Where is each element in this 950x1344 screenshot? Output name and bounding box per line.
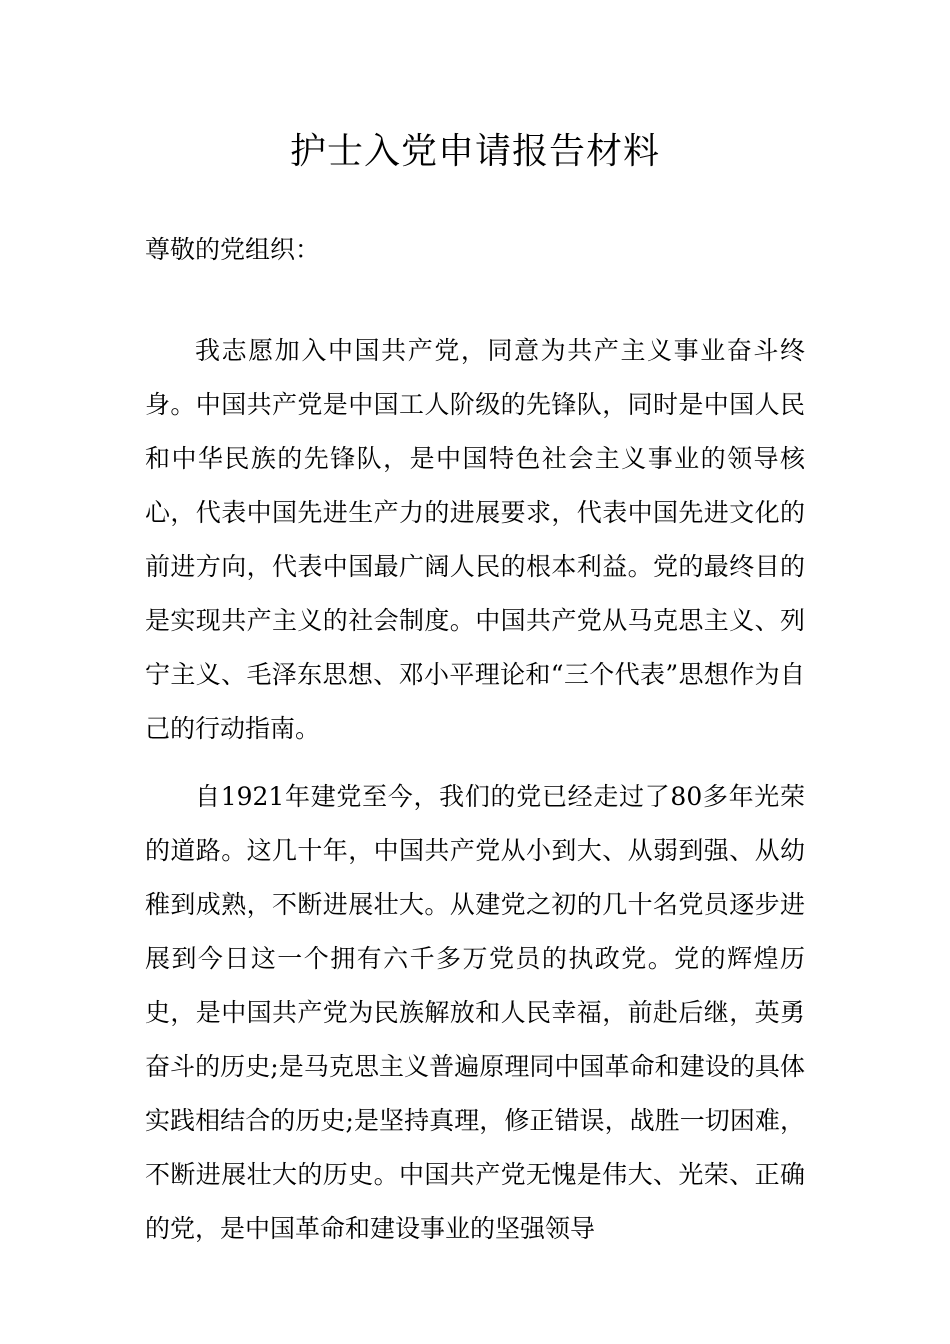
paragraph-1: 我志愿加入中国共产党，同意为共产主义事业奋斗终身。中国共产党是中国工人阶级的先锋队，同时是中国人民和中华民族的先锋队，是中国特色社会主义事业的领导核心，代表中国先进生产力的进展要求，代表中国先进文化的前进方向，代表中国最广阔人民的根本利益。党的最终目的是实现共产主义的社会制度。中国共产党从马克思主义、列宁主义、毛泽东思想、邓小平理论和“三个代表”思想作为自己的行动指南。 — [145, 336, 805, 743]
document-title: 护士入党申请报告材料 — [289, 131, 660, 172]
salutation: 尊敬的党组织： — [145, 235, 321, 264]
paragraph-2: 自1921年建党至今，我们的党已经走过了80多年光荣的道路。这几十年，中国共产党从小到大、从弱到强、从幼稚到成熟，不断进展壮大。从建党之初的几十名党员逐步进展到今日这一个拥有六千多万党员的执政党。党的辉煌历史，是中国共产党为民族解放和人民幸福，前赴后继，英勇奋斗的历史;是马克思主义普遍原理同中国革命和建设的具体实践相结合的历史;是坚持真理，修正错误，战胜一切困难，不断进展壮大的历史。中国共产党无愧是伟大、光荣、正确的党，是中国革命和建设事业的坚强领导 — [145, 782, 805, 1243]
